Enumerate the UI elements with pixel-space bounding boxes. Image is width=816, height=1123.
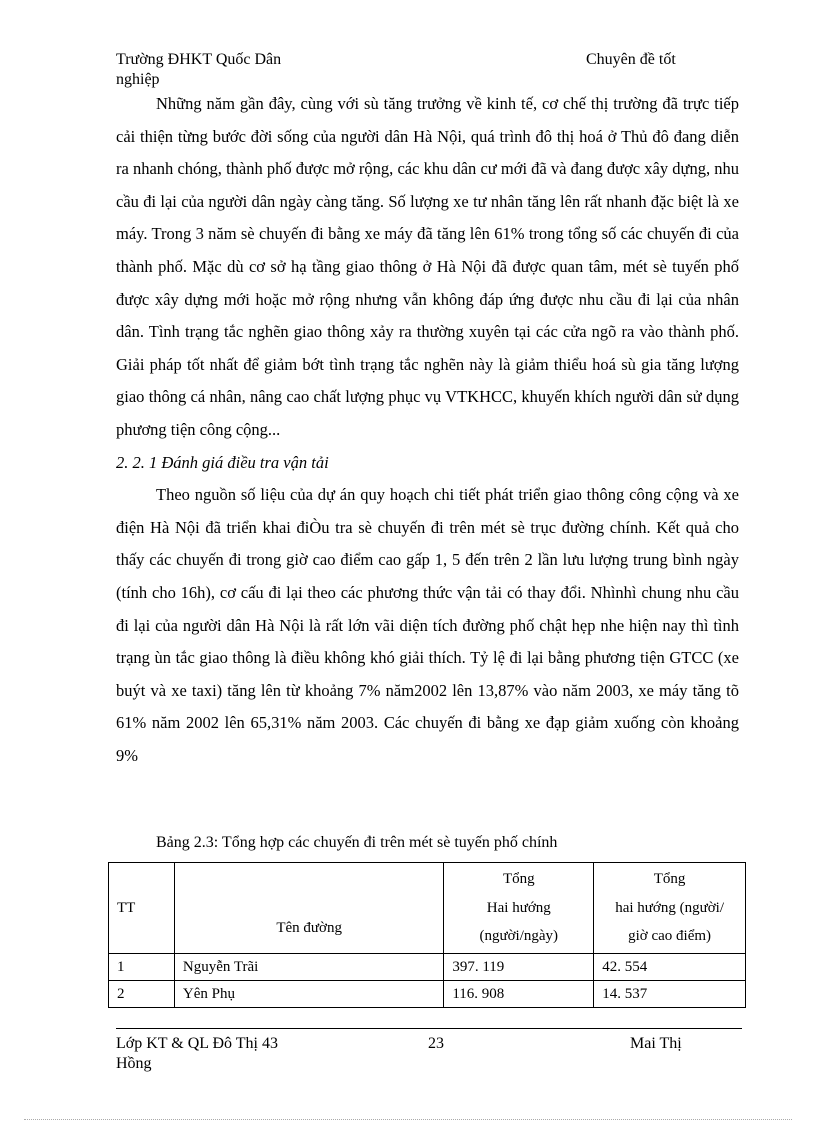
table-header-row — [109, 863, 746, 954]
table-caption: Bảng 2.3: Tổng hợp các chuyến đi trên mét sè tuyến phố chính — [156, 834, 558, 851]
cell-daily: 397. 119 — [444, 953, 594, 980]
header-daily-line: Tổng — [502, 871, 535, 887]
footer-left — [116, 1034, 278, 1074]
header-wrap: nghiệp — [116, 71, 160, 88]
header-tt: TT — [109, 863, 175, 954]
header-peak-line: giờ cao điểm) — [628, 928, 712, 944]
cell-street-name: Nguyễn Trãi — [174, 953, 443, 980]
paragraph-intro: Những năm gần đây, cùng với sù tăng trưởng về kinh tế, cơ chế thị trường đã trực tiếp cải thiện từng bước đời sống của người dân Hà Nội, quá trình đô thị hoá ở Thủ đô đang diễn ra nhanh chóng, thành phố được mở rộng, các khu dân cư mới đã và đang được xây dựng, nhu cầu đi lại của người dân ngày càng tăng. Số lượng xe tư nhân tăng lên rất nhanh đặc biệt là xe máy. Trong 3 năm sè chuyến đi bằng xe máy đã tăng lên 61% trong tổng số các chuyến đi của thành phố. Mặc dù cơ sở hạ tầng giao thông ở Hà Nội đã được quan tâm, mét sè tuyến phố được xây dựng mới hoặc mở rộng nhưng vẫn không đáp ứng được nhu cầu đi lại của nhân dân. Tình trạng tắc nghẽn giao thông xảy ra thường xuyên tại các cửa ngõ ra vào thành phố. Giải pháp tốt nhất để giảm bớt tình trạng tắc nghẽn này là giảm thiểu hoá sù gia tăng lượng giao thông cá nhân, nâng cao chất lượng phục vụ VTKHCC, khuyến khích người dân sử dụng phương tiện công cộng... — [116, 94, 739, 439]
footer-divider — [116, 1028, 742, 1029]
page-bottom-divider — [24, 1119, 792, 1120]
header-peak-line: Tổng — [653, 871, 686, 887]
document-body — [116, 88, 739, 772]
header-peak-total — [594, 863, 746, 954]
footer-author: Mai Thị — [630, 1035, 682, 1052]
page-header-left — [116, 50, 596, 90]
header-daily-line: Hai hướng — [486, 899, 551, 916]
header-peak-line: hai hướng (người/ — [615, 899, 724, 916]
footer-author-wrap: Hồng — [116, 1055, 152, 1072]
table-row — [109, 953, 746, 980]
header-street-name: Tên đường — [174, 863, 443, 954]
paragraph-survey: Theo nguồn số liệu của dự án quy hoạch chi tiết phát triển giao thông công cộng và xe điện Hà Nội đã triển khai điÒu tra sè chuyến đi trên mét sè trục đường chính. Kết quả cho thấy các chuyến đi trong giờ cao điểm cao gấp 1, 5 đến trên 2 lần lưu lượng trung bình ngày (tính cho 16h), cơ cấu đi lại theo các phương thức vận tải có thay đổi. Nhìnhì chung nhu cầu đi lại của người dân Hà Nội là rất lớn vãi diện tích đường phố chật hẹp nhe hiện nay thì tình trạng ùn tắc giao thông là điều không khó giải thích. Tỷ lệ đi lại bằng phương tiện GTCC (xe buýt và xe taxi) tăng lên từ khoảng 7% năm2002 lên 13,87% vào năm 2003, xe máy tăng tõ 61% năm 2002 lên 65,31% năm 2003. Các chuyến đi bằng xe đạp giảm xuống còn khoảng 9% — [116, 485, 739, 765]
section-heading: 2. 2. 1 Đánh giá điều tra vận tải — [116, 452, 329, 472]
table-row — [109, 980, 746, 1007]
trips-table — [108, 862, 746, 1008]
header-school: Trường ĐHKT Quốc Dân — [116, 51, 282, 68]
header-daily-total — [444, 863, 594, 954]
header-daily-line: (người/ngày) — [479, 928, 559, 944]
page-number: 23 — [428, 1035, 444, 1052]
cell-peak: 14. 537 — [594, 980, 746, 1007]
cell-tt: 2 — [109, 980, 175, 1007]
footer-class: Lớp KT & QL Đô Thị 43 — [116, 1035, 278, 1052]
cell-tt: 1 — [109, 953, 175, 980]
cell-peak: 42. 554 — [594, 953, 746, 980]
cell-daily: 116. 908 — [444, 980, 594, 1007]
header-title: Chuyên đề tốt — [586, 51, 676, 68]
cell-street-name: Yên Phụ — [174, 980, 443, 1007]
